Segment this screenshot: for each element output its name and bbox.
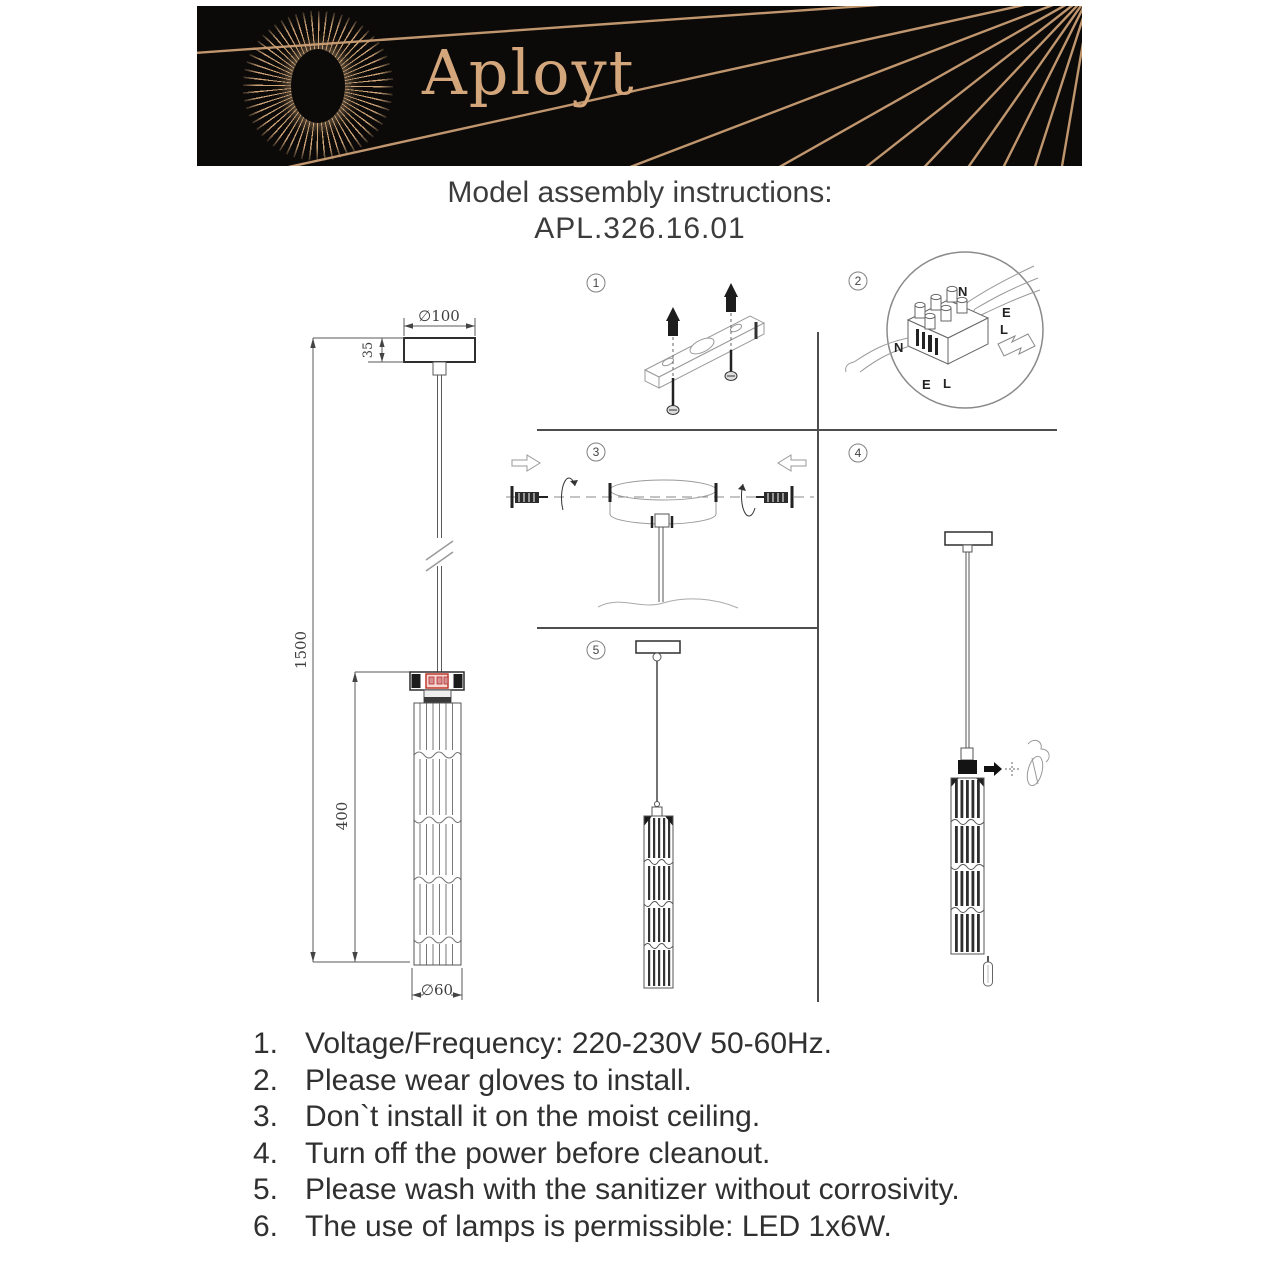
shade-texture-step4: [951, 778, 984, 954]
led-bulb: [984, 956, 993, 986]
step3-panel: [506, 443, 814, 608]
step1-number: 1: [592, 276, 600, 290]
instruction-item: [253, 1136, 1113, 1173]
item-text: Don`t install it on the moist ceiling.: [305, 1100, 761, 1133]
instruction-item: [253, 1099, 1113, 1136]
step4-panel: [849, 444, 1049, 986]
instruction-item: [253, 1209, 1113, 1246]
step3-number: 3: [592, 445, 600, 459]
brand-name: Aployt: [422, 36, 636, 109]
wire-label-n-in: N: [958, 284, 968, 299]
brand-banner: [197, 6, 1082, 166]
corner-rays-decoration: [197, 6, 1082, 166]
step2-number: 2: [854, 274, 862, 288]
dim-canopy-height: 35: [361, 341, 376, 359]
dim-canopy-diameter: ∅100: [418, 307, 460, 325]
item-text: The use of lamps is permissible: LED 1x6W.: [305, 1209, 892, 1243]
step2-panel: [846, 252, 1043, 408]
item-text: Turn off the power before cleanout.: [305, 1136, 771, 1170]
wire-label-l-out: L: [943, 376, 951, 391]
instruction-list: [253, 1026, 1113, 1245]
item-text: Voltage/Frequency: 220-230V 50-60Hz.: [305, 1027, 833, 1060]
wire-label-n-out: N: [894, 340, 904, 355]
item-number: 6.: [253, 1209, 279, 1243]
lamp-holder-hook: [1025, 740, 1050, 787]
step5-number: 5: [592, 643, 600, 657]
crystal-shade: [414, 703, 461, 965]
socket-assembly: [410, 672, 464, 703]
canopy-side-view: [598, 480, 738, 608]
instruction-item: [253, 1172, 1113, 1209]
dim-shade-height: 400: [333, 801, 351, 831]
wire-label-l-in: L: [1000, 322, 1008, 337]
push-arrow-left: [512, 455, 540, 471]
title-line1: Model assembly instructions:: [447, 176, 833, 209]
step4-number: 4: [854, 446, 862, 460]
item-number: 4.: [253, 1136, 279, 1170]
step5-panel: [587, 641, 680, 988]
insert-arrow: [984, 762, 1002, 776]
wire-label-e-in: E: [1002, 305, 1011, 320]
item-number: 1.: [253, 1027, 279, 1060]
wire-break-symbol: [426, 541, 453, 571]
step1-panel: [587, 274, 764, 415]
item-number: 2.: [253, 1063, 279, 1097]
screw-right: [738, 484, 792, 516]
item-number: 5.: [253, 1173, 279, 1206]
item-text: Please wear gloves to install.: [305, 1063, 692, 1097]
dim-overall-height: 1500: [292, 630, 310, 670]
page-title: [0, 176, 1280, 246]
shade-texture-step5: [644, 816, 673, 988]
model-code: APL.326.16.01: [534, 212, 746, 245]
screw-left: [512, 478, 578, 510]
instruction-item: [253, 1026, 1113, 1063]
push-arrow-right: [778, 455, 806, 471]
assembly-diagram: [0, 250, 1280, 1020]
instruction-item: [253, 1063, 1113, 1100]
item-text: Please wash with the sanitizer without corrosivity.: [305, 1173, 960, 1206]
item-number: 3.: [253, 1100, 279, 1133]
alignment-cross: [1005, 762, 1019, 776]
mounting-bracket: [645, 316, 764, 388]
left-elevation-drawing: [292, 307, 475, 1000]
dim-shade-diameter: ∅60: [420, 981, 454, 999]
wire-label-e-out: E: [922, 377, 931, 392]
